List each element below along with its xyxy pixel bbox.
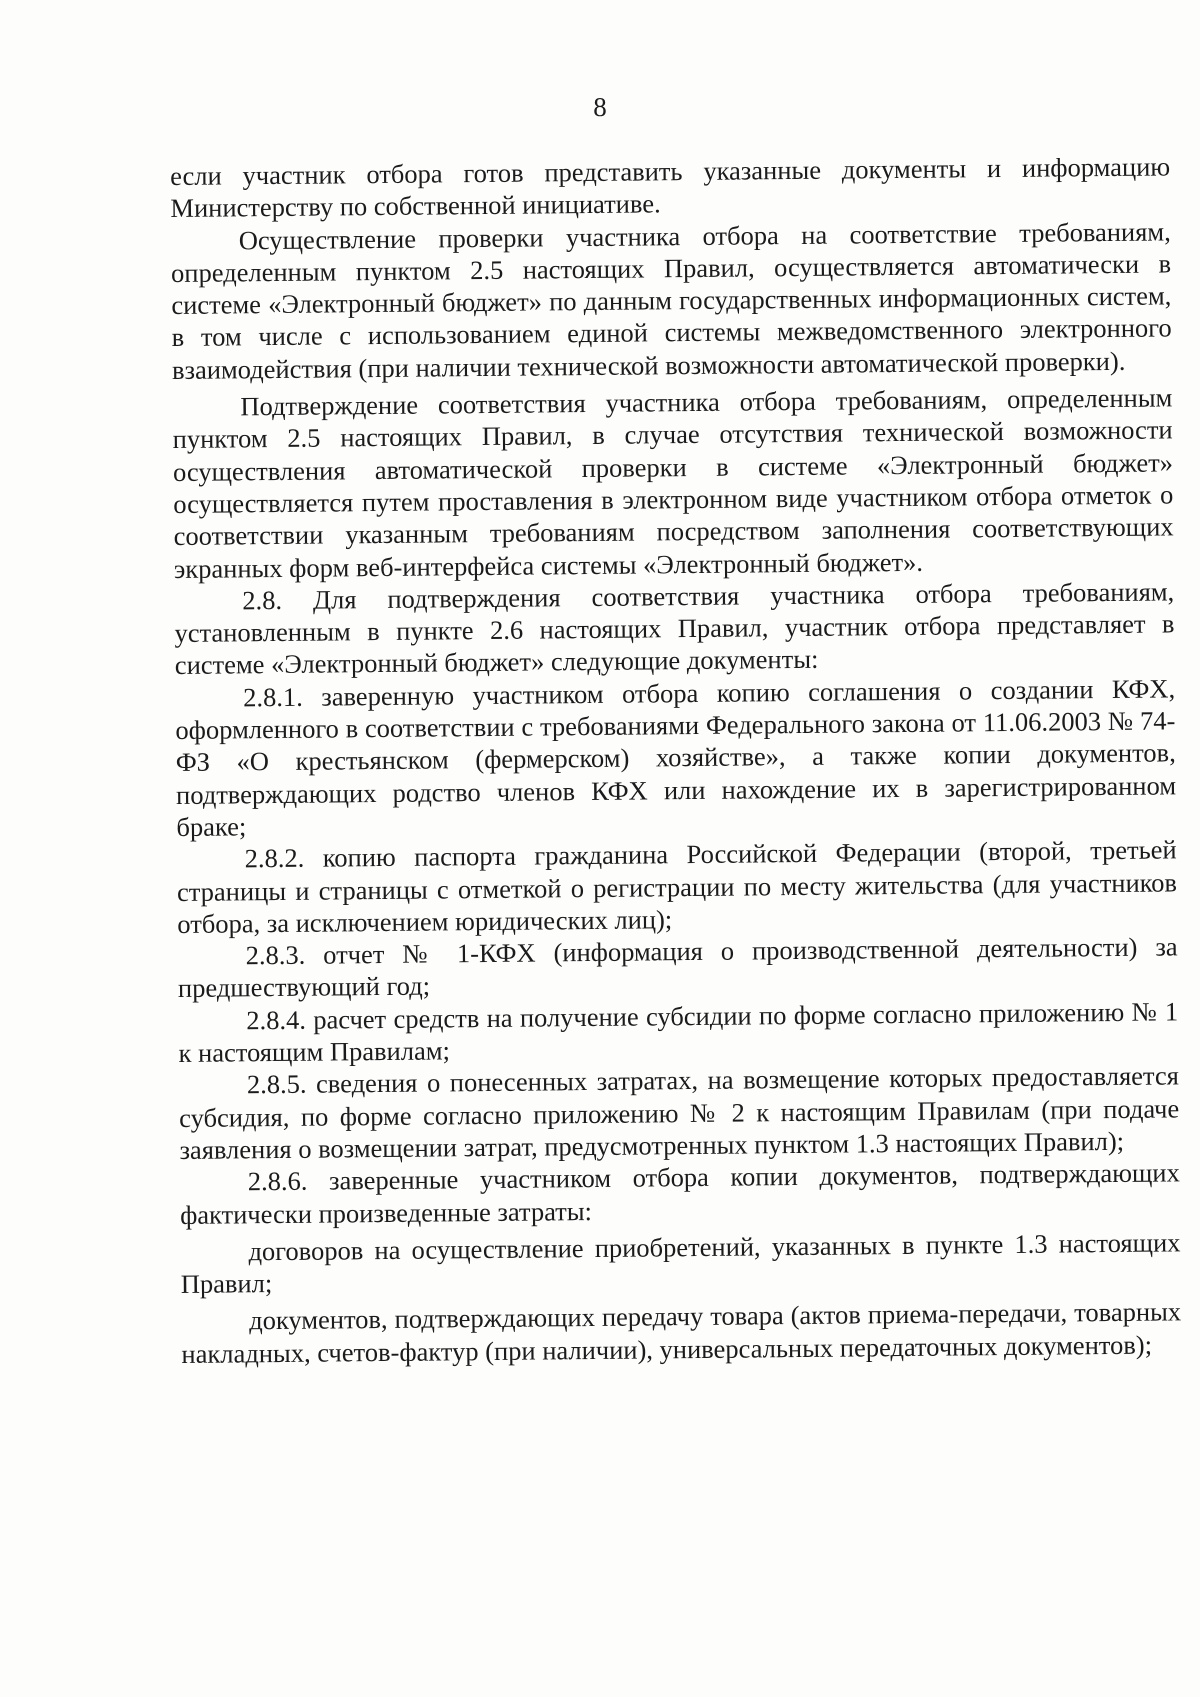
paragraph: 2.8.1. заверенную участником отбора копию соглашения о создании КФХ, оформленного в соответствии с требованиями Федерального закона от 11.06.2003 № 74-ФЗ «О крестьянском (фермерском) хозяйстве», а также копии документов, подтверждающих родство членов КФХ или нахождение их в зарегистрированном браке; <box>175 673 1177 842</box>
paragraph: 2.8. Для подтверждения соответствия участника отбора требованиям, установленным в пункте 2.6 настоящих Правил, участник отбора представляет в системе «Электронный бюджет» следующие документы: <box>174 576 1175 681</box>
paragraph: 2.8.4. расчет средств на получение субсидии по форме согласно приложению № 1 к настоящим Правилам; <box>178 996 1179 1068</box>
page-number: 8 <box>593 92 607 122</box>
paragraph: если участник отбора готов представить указанные документы и информацию Министерству по собственной инициативе. <box>170 151 1171 224</box>
paragraph: 2.8.5. сведения о понесенных затратах, на возмещение которых предоставляется субсидия, по форме согласно приложению № 2 к настоящим Правилам (при подаче заявления о возмещении затрат, предусмотренных пунктом 1.3 настоящих Правил); <box>179 1060 1180 1165</box>
paragraph: документов, подтверждающих передачу товара (актов приема-передачи, товарных накладных, счетов-фактур (при наличии), универсальных передаточных документов); <box>181 1296 1182 1369</box>
paragraph: Осуществление проверки участника отбора на соответствие требованиям, определенным пунктом 2.5 настоящих Правил, осуществляется автоматически в системе «Электронный бюджет» по данным государственных информационных систем, в том числе с использованием единой системы межведомственного электронного взаимодействия (при наличии технической возможности автоматической проверки). <box>170 215 1172 385</box>
paragraph: договоров на осуществление приобретений, указанных в пункте 1.3 настоящих Правил; <box>180 1227 1181 1300</box>
document-body <box>170 150 1182 1370</box>
paragraph: 2.8.3. отчет № 1-КФХ (информация о производственной деятельности) за предшествующий год; <box>177 931 1178 1004</box>
paragraph: Подтверждение соответствия участника отбора требованиям, определенным пунктом 2.5 настоящих Правил, в случае отсутствия технической возможности осуществления автоматической проверки в системе «Электронный бюджет» осуществляется путем проставления в электронном виде участником отбора отметок о соответствии указанным требованиям посредством заполнения соответствующих экранных форм веб-интерфейса системы «Электронный бюджет». <box>172 382 1174 584</box>
paragraph: 2.8.6. заверенные участником отбора копии документов, подтверждающих фактически произведенные затраты: <box>179 1157 1180 1230</box>
paragraph: 2.8.2. копию паспорта гражданина Российской Федерации (второй, третьей страницы и страницы с отметкой о регистрации по месту жительства (для участников отбора, за исключением юридических лиц); <box>176 834 1178 939</box>
